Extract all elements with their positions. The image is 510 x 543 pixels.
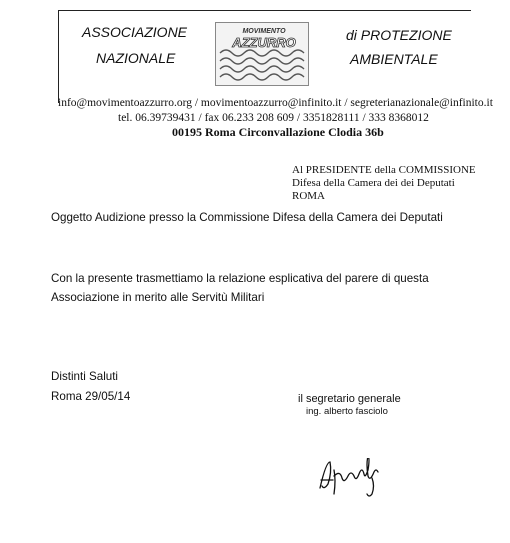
letterhead-right-line1: di PROTEZIONE (346, 27, 452, 43)
body-line2: Associazione in merito alle Servitù Militari (51, 291, 265, 304)
letterhead-left-line1: ASSOCIAZIONE (82, 24, 188, 40)
logo-text-top: MOVIMENTO (242, 28, 286, 35)
letterhead-left-line2: NAZIONALE (96, 50, 176, 66)
contact-phones: tel. 06.39739431 / fax 06.233 208 609 / 3351828111 / 333 8368012 (118, 112, 429, 124)
logo-wave-graphic (216, 23, 308, 85)
closing-place-date: Roma 29/05/14 (51, 390, 131, 403)
letterhead-right-line2: AMBIENTALE (350, 51, 438, 67)
contact-emails: info@movimentoazzurro.org / movimentoazzurro@infinito.it / segreterianazionale@infinito.it (58, 97, 493, 109)
subject-line: Oggetto Audizione presso la Commissione Difesa della Camera dei Deputati (51, 211, 443, 224)
signatory-role: il segretario generale (298, 393, 401, 405)
handwritten-signature (318, 458, 380, 498)
closing-greeting: Distinti Saluti (51, 370, 119, 383)
logo-text-main: AZZURRO (232, 35, 296, 50)
recipient-line3: ROMA (292, 190, 326, 202)
recipient-line1: Al PRESIDENTE della COMMISSIONE (292, 164, 476, 176)
movimento-azzurro-logo (215, 22, 309, 86)
signatory-name: ing. alberto fasciolo (306, 406, 388, 417)
body-line1: Con la presente trasmettiamo la relazione esplicativa del parere di questa (51, 272, 429, 285)
recipient-line2: Difesa della Camera dei dei Deputati (292, 177, 455, 189)
contact-address: 00195 Roma Circonvallazione Clodia 36b (172, 125, 384, 139)
